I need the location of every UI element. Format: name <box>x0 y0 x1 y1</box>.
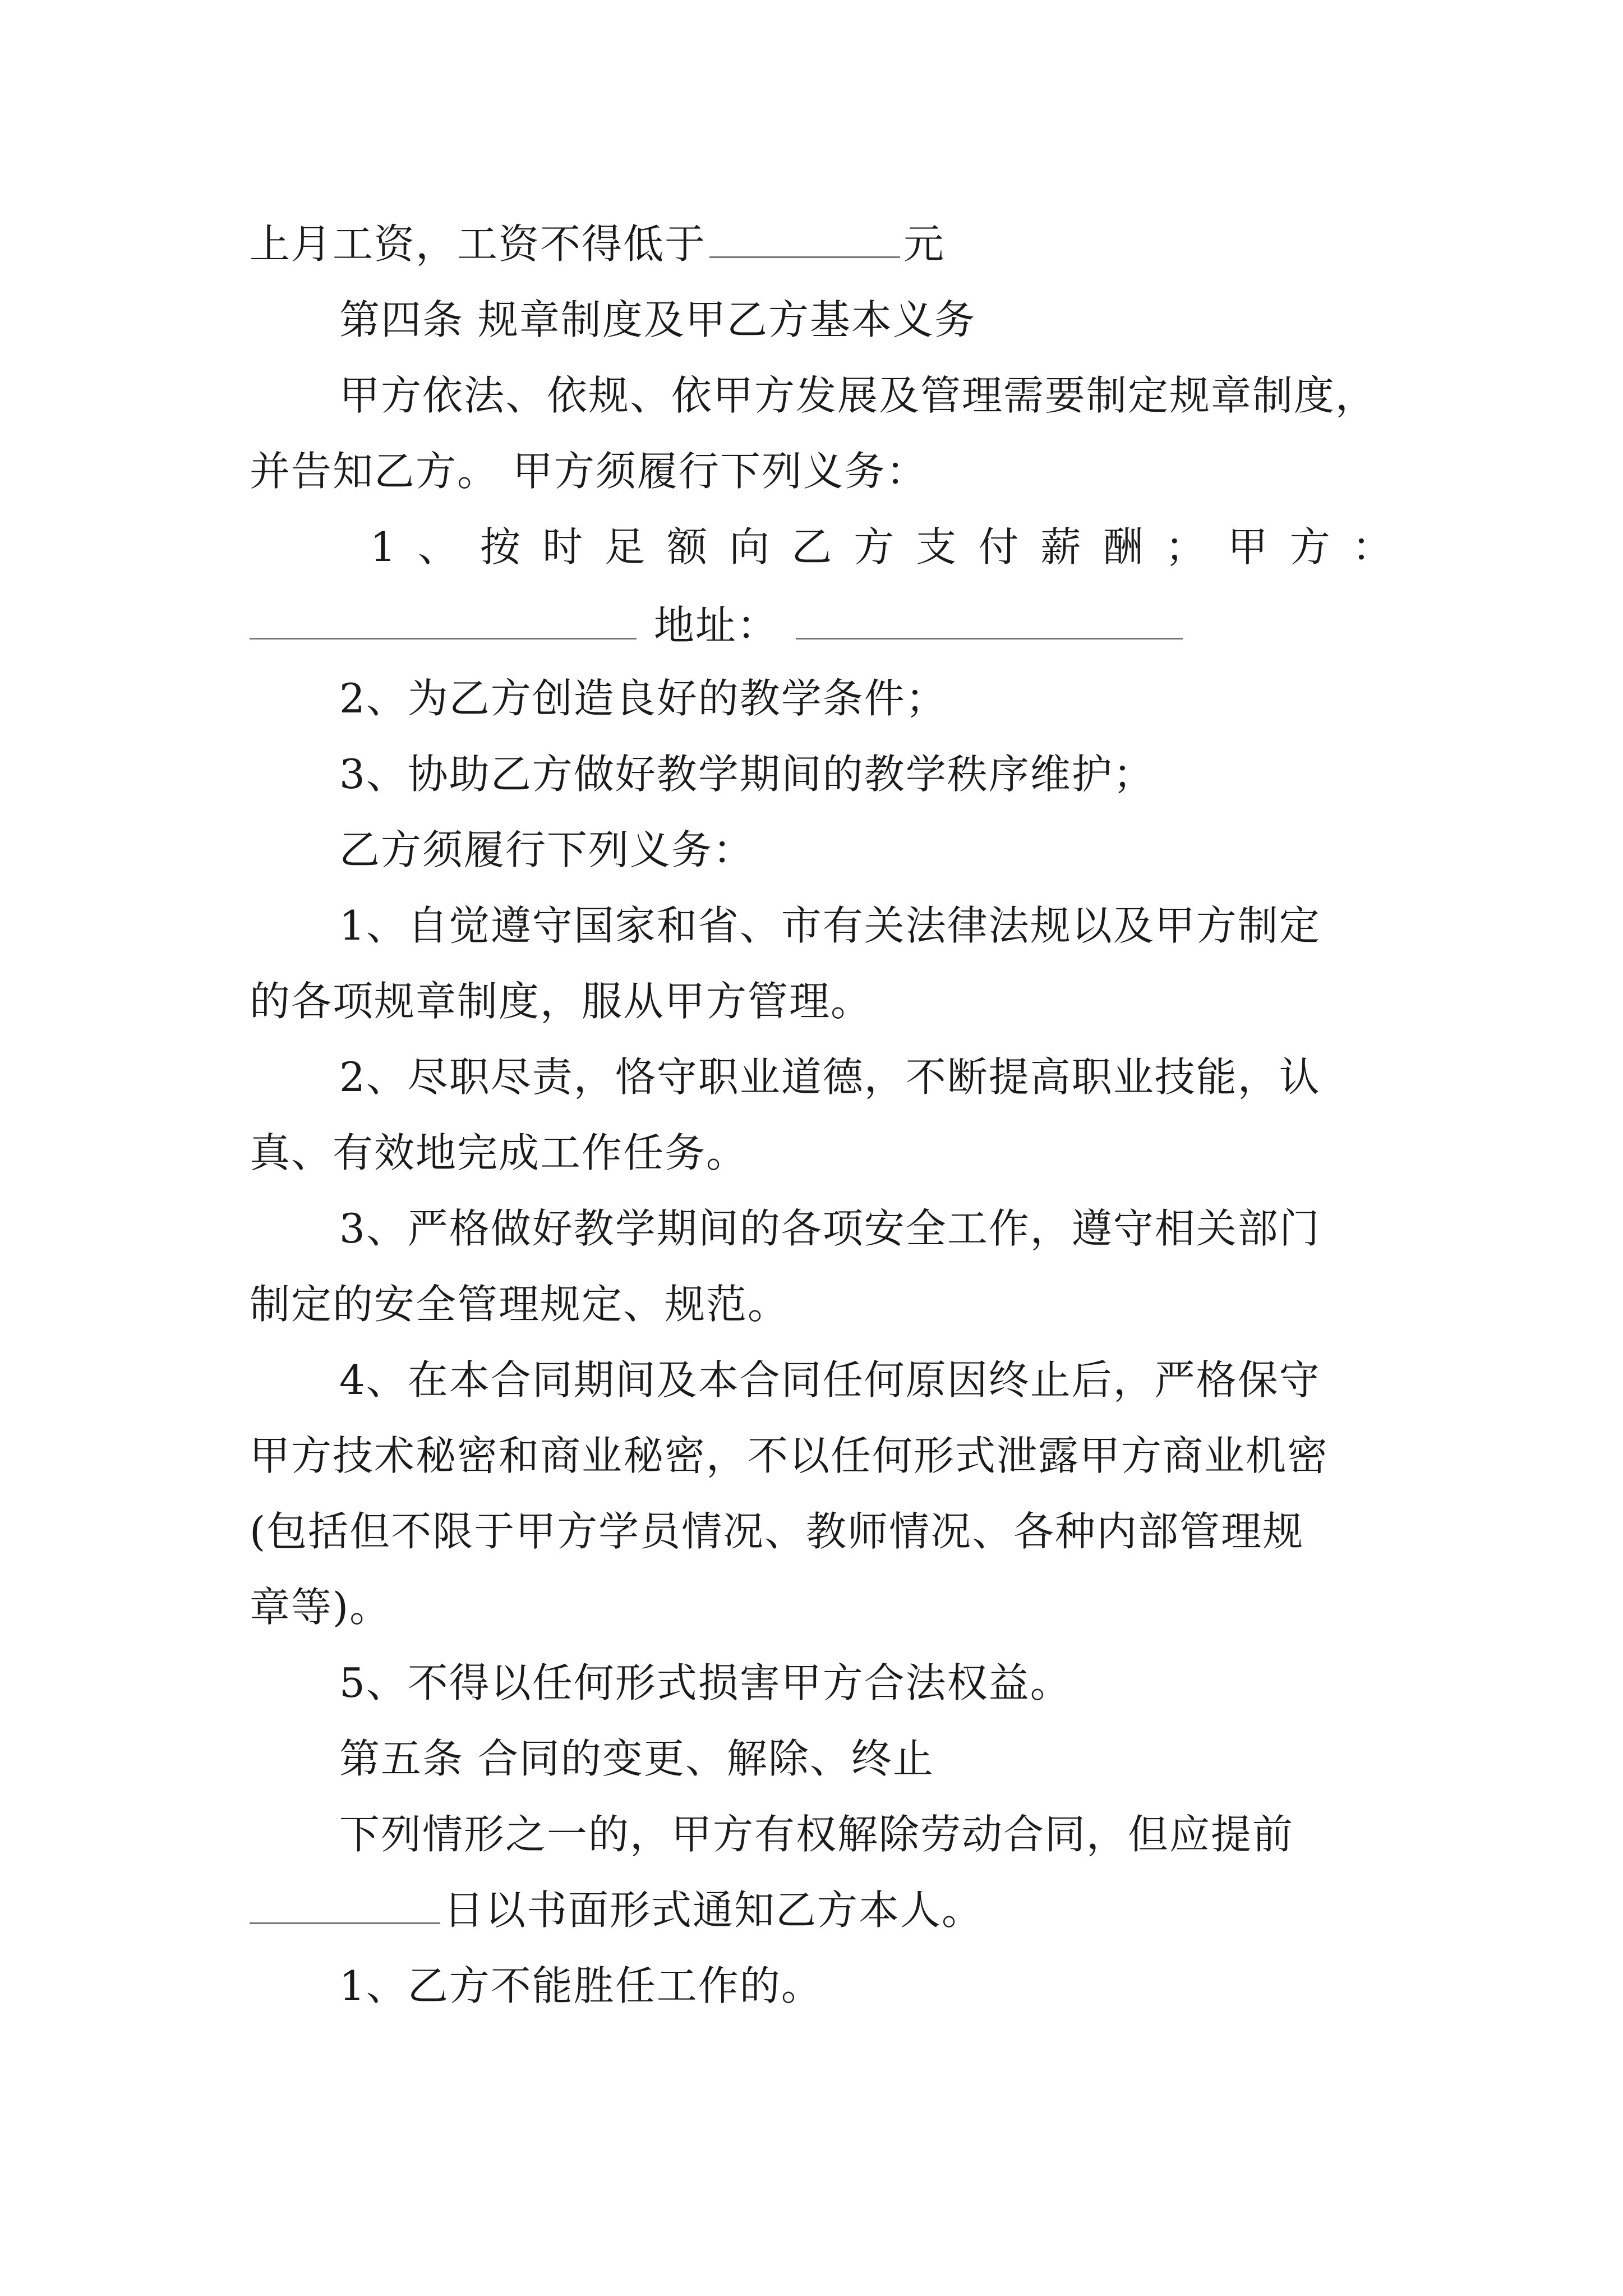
paragraph-line: 甲方技术秘密和商业秘密，不以任何形式泄露甲方商业机密 <box>250 1432 1329 1479</box>
paragraph-line <box>250 597 1394 654</box>
paragraph-line <box>250 216 1394 272</box>
section-heading: 第五条 合同的变更、解除、终止 <box>339 1735 934 1782</box>
justified-char: 薪 <box>1040 523 1082 570</box>
fill-in-blank-wage <box>709 217 900 258</box>
justified-char: 支 <box>916 523 958 570</box>
paragraph-line: 章等)。 <box>250 1584 391 1631</box>
address-label: 地址： <box>653 602 778 649</box>
justified-char: ； <box>1165 523 1207 570</box>
justified-char: 向 <box>729 523 771 570</box>
paragraph-line: 真、有效地完成工作任务。 <box>250 1129 748 1176</box>
paragraph-line: 的各项规章制度，服从甲方管理。 <box>250 978 873 1025</box>
justified-char: 按 <box>479 523 522 570</box>
justified-char: 乙 <box>791 523 833 570</box>
fill-in-blank-party-a <box>250 599 637 639</box>
justified-char: 额 <box>667 523 709 570</box>
text-segment: 元 <box>903 220 946 268</box>
section-heading: 第四条 规章制度及甲乙方基本义务 <box>339 296 976 343</box>
paragraph-line: 3、严格做好教学期间的各项安全工作，遵守相关部门 <box>339 1205 1321 1252</box>
paragraph-line: 3、协助乙方做好教学期间的教学秩序维护； <box>339 751 1155 798</box>
paragraph-line: 1、自觉遵守国家和省、市有关法律法规以及甲方制定 <box>339 902 1321 949</box>
paragraph-line: 甲方依法、依规、依甲方发展及管理需要制定规章制度， <box>339 372 1377 419</box>
paragraph-line: 下列情形之一的，甲方有权解除劳动合同，但应提前 <box>339 1811 1294 1858</box>
fill-in-blank-days <box>250 1883 440 1924</box>
justified-char: 甲 <box>1227 523 1269 570</box>
paragraph-line: 2、尽职尽责，恪守职业道德，不断提高职业技能，认 <box>339 1053 1321 1101</box>
fill-in-blank-address <box>796 599 1183 639</box>
paragraph-line: 4、在本合同期间及本合同任何原因终止后，严格保守 <box>339 1356 1321 1404</box>
paragraph-line: 1、乙方不能胜任工作的。 <box>339 1962 823 2009</box>
paragraph-line: 乙方须履行下列义务： <box>339 826 755 873</box>
paragraph-line: (包括但不限于甲方学员情况、教师情况、各种内部管理规 <box>250 1508 1304 1555</box>
text-segment: 日以书面形式通知乙方本人。 <box>444 1887 984 1934</box>
justified-char: 足 <box>605 523 647 570</box>
justified-char: 方 <box>1289 523 1331 570</box>
paragraph-line-justified <box>370 519 1394 575</box>
paragraph-line: 5、不得以任何形式损害甲方合法权益。 <box>339 1659 1072 1706</box>
paragraph-line <box>250 1882 1394 1938</box>
paragraph-line: 并告知乙方。 甲方须履行下列义务： <box>250 448 928 495</box>
justified-char: 方 <box>854 523 896 570</box>
justified-char: 、 <box>417 523 459 570</box>
justified-char: ： <box>1352 523 1394 570</box>
paragraph-line: 2、为乙方创造良好的教学条件； <box>339 675 947 722</box>
justified-char: 时 <box>542 523 584 570</box>
justified-char: 付 <box>978 523 1020 570</box>
paragraph-line: 制定的安全管理规定、规范。 <box>250 1281 790 1328</box>
justified-char: 酬 <box>1103 523 1145 570</box>
text-segment: 上月工资，工资不得低于 <box>250 220 707 268</box>
justified-char: 1 <box>370 523 397 570</box>
